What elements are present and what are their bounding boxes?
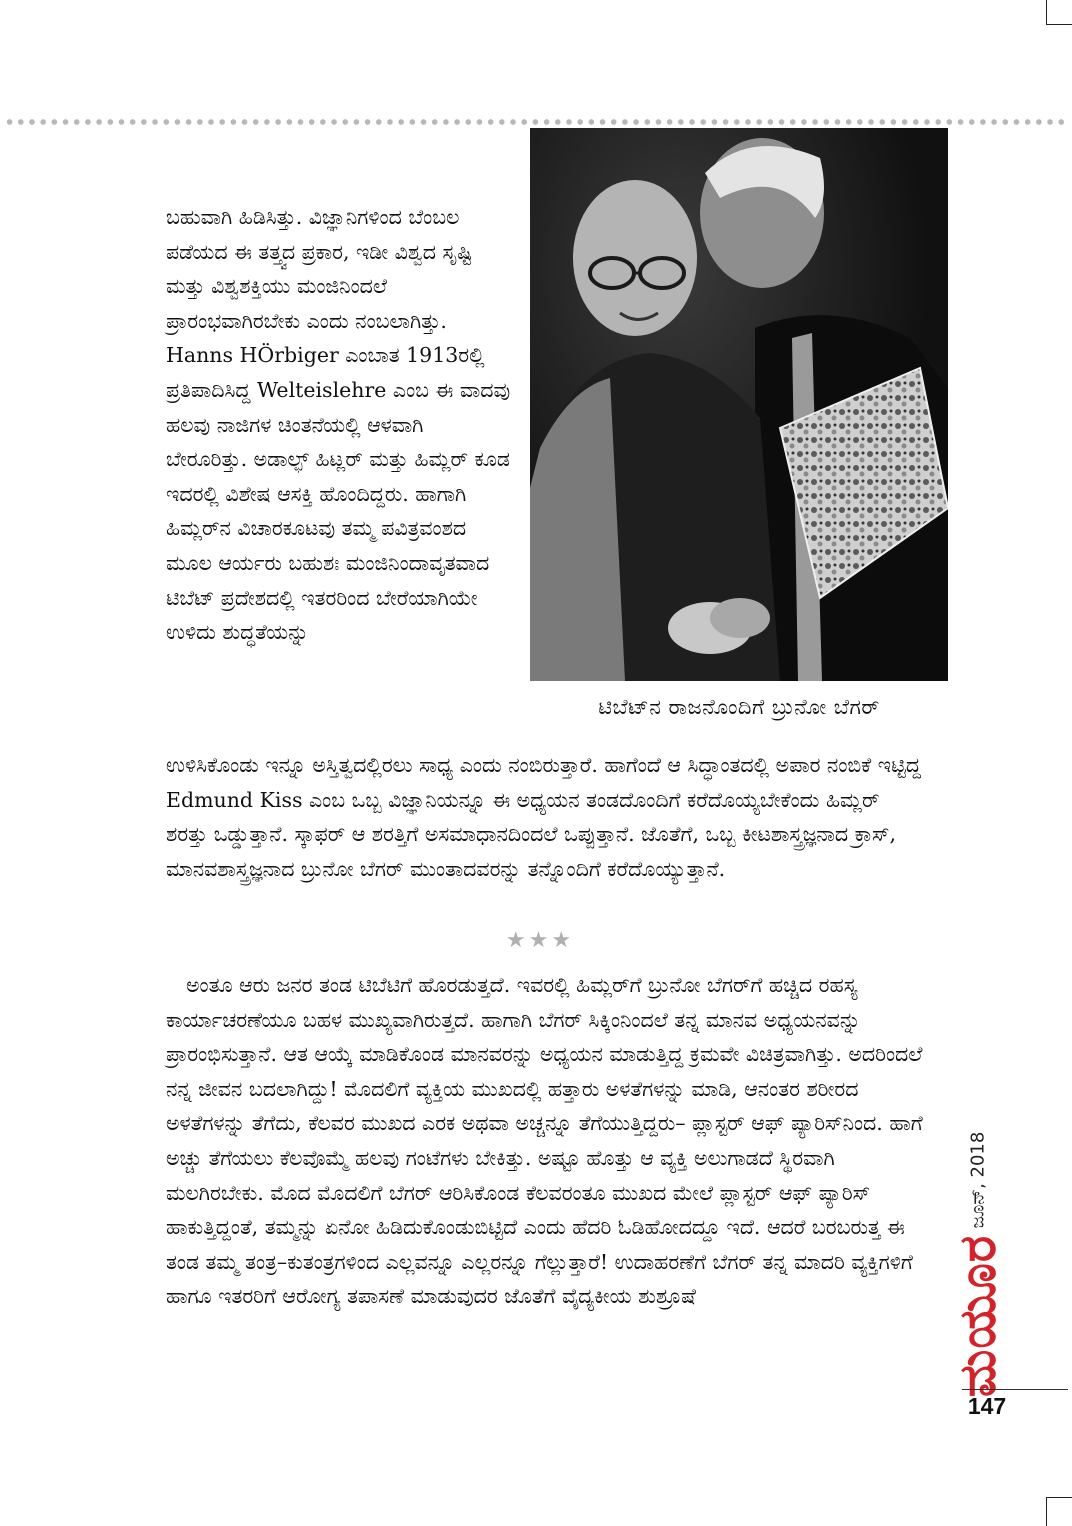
page-number: 147: [967, 1393, 1007, 1419]
article-paragraph: ಅಂತೂ ಆರು ಜನರ ತಂಡ ಟಿಬೆಟಿಗೆ ಹೊರಡುತ್ತದೆ. ಇವರಲ್ಲಿ ಹಿಮ್ಲರ್‌ಗೆ ಬ್ರುನೋ ಬೆಗರ್‌ಗೆ ಹಚ್ಚಿದ ರಹಸ್ಯ ಕಾರ್ಯಾಚರಣೆಯೂ ಬಹಳ ಮುಖ್ಯವಾಗಿರುತ್ತದೆ. ಹಾಗಾಗಿ ಬೆಗರ್ ಸಿಕ್ಕಿಂನಿಂದಲೆ ತನ್ನ ಮಾನವ ಅಧ್ಯಯನವನ್ನು ಪ್ರಾರಂಭಿಸುತ್ತಾನೆ. ಆತ ಆಯ್ಕೆ ಮಾಡಿಕೊಂಡ ಮಾನವರನ್ನು ಅಧ್ಯಯನ ಮಾಡುತ್ತಿದ್ದ ಕ್ರಮವೇ ವಿಚಿತ್ರವಾಗಿತ್ತು. ಅದರಿಂದಲೆ ನನ್ನ ಜೀವನ ಬದಲಾಗಿದ್ದು! ಮೊದಲಿಗೆ ವ್ಯಕ್ತಿಯ ಮುಖದಲ್ಲಿ ಹತ್ತಾರು ಅಳತೆಗಳನ್ನು ಮಾಡಿ, ಆನಂತರ ಶರೀರದ ಅಳತೆಗಳನ್ನು ತೆಗೆದು, ಕೆಲವರ ಮುಖದ ಎರಕ ಅಥವಾ ಅಚ್ಚನ್ನೂ ತೆಗೆಯುತ್ತಿದ್ದರು– ಪ್ಲಾಸ್ಟರ್ ಆಫ್ ಪ್ಯಾರಿಸ್‌ನಿಂದ. ಹಾಗೆ ಅಚ್ಚು ತೆಗೆಯಲು ಕೆಲವೊಮ್ಮೆ ಹಲವು ಗಂಟೆಗಳು ಬೇಕಿತ್ತು. ಅಷ್ಟೂ ಹೊತ್ತು ಆ ವ್ಯಕ್ತಿ ಅಲುಗಾಡದೆ ಸ್ಥಿರವಾಗಿ ಮಲಗಿರಬೇಕು. ಮೊದ ಮೊದಲಿಗೆ ಬೆಗರ್ ಆರಿಸಿಕೊಂಡ ಕೆಲವರಂತೂ ಮುಖದ ಮೇಲೆ ಪ್ಲಾಸ್ಟರ್ ಆಫ್ ಪ್ಯಾರಿಸ್ ಹಾಕುತ್ತಿದ್ದಂತೆ, ತಮ್ಮನ್ನು ಏನೋ ಹಿಡಿದುಕೊಂಡುಬಿಟ್ಟಿದೆ ಎಂದು ಹೆದರಿ ಓಡಿಹೋದದ್ದೂ ಇದೆ. ಆದರೆ ಬರಬರುತ್ತ ಈ ತಂಡ ತಮ್ಮ ತಂತ್ರ–ಕುತಂತ್ರಗಳಿಂದ ಎಲ್ಲವನ್ನೂ ಎಲ್ಲರನ್ನೂ ಗೆಲ್ಲುತ್ತಾರೆ! ಉದಾಹರಣೆಗೆ ಬೆಗರ್ ತನ್ನ ಮಾದರಿ ವ್ಯಕ್ತಿಗಳಿಗೆ ಹಾಗೂ ಇತರರಿಗೆ ಆರೋಗ್ಯ ತಪಾಸಣೆ ಮಾಡುವುದರ ಜೊತೆಗೆ ವೈದ್ಯಕೀಯ ಶುಶ್ರೂಷೆ: [166, 973, 923, 1309]
folio-rule: [962, 1389, 1068, 1390]
crop-mark-top-right: [1046, 0, 1072, 25]
article-text-narrow-column: ಬಹುವಾಗಿ ಹಿಡಿಸಿತ್ತು. ವಿಜ್ಞಾನಿಗಳಿಂದ ಬೆಂಬಲ ಪಡೆಯದ ಈ ತತ್ತ್ವದ ಪ್ರಕಾರ, ಇಡೀ ವಿಶ್ವದ ಸೃಷ್ಟಿ ಮತ್ತು ವಿಶ್ವಶಕ್ತಿಯು ಮಂಜಿನಿಂದಲೆ ಪ್ರಾರಂಭವಾಗಿರಬೇಕು ಎಂದು ನಂಬಲಾಗಿತ್ತು. Hanns HÖrbiger ಎಂಬಾತ 1913ರಲ್ಲಿ ಪ್ರತಿಪಾದಿಸಿದ್ದ Welteislehre ಎಂಬ ಈ ವಾದವು ಹಲವು ನಾಜಿಗಳ ಚಿಂತನೆಯಲ್ಲಿ ಆಳವಾಗಿ ಬೇರೂರಿತ್ತು. ಅಡಾಲ್ಫ್ ಹಿಟ್ಲರ್ ಮತ್ತು ಹಿಮ್ಲರ್ ಕೂಡ ಇದರಲ್ಲಿ ವಿಶೇಷ ಆಸಕ್ತಿ ಹೊಂದಿದ್ದರು. ಹಾಗಾಗಿ ಹಿಮ್ಲರ್‌ನ ವಿಚಾರಕೂಟವು ತಮ್ಮ ಪವಿತ್ರವಂಶದ ಮೂಲ ಆರ್ಯರು ಬಹುಶಃ ಮಂಜಿನಿಂದಾವೃತವಾದ ಟಿಬೆಟ್ ಪ್ರದೇಶದಲ್ಲಿ ಇತರರಿಂದ ಬೇರೆಯಾಗಿಯೇ ಉಳಿದು ಶುದ್ಧತೆಯನ್ನು: [166, 205, 511, 645]
article-text-wide-column: ಉಳಿಸಿಕೊಂಡು ಇನ್ನೂ ಅಸ್ತಿತ್ವದಲ್ಲಿರಲು ಸಾಧ್ಯ ಎಂದು ನಂಬಿರುತ್ತಾರೆ. ಹಾಗೆಂದೆ ಆ ಸಿದ್ಧಾಂತದಲ್ಲಿ ಅಪಾರ ನಂಬಿಕೆ ಇಟ್ಟಿದ್ದ Edmund Kiss ಎಂಬ ಒಬ್ಬ ವಿಜ್ಞಾನಿಯನ್ನೂ ಈ ಅಧ್ಯಯನ ತಂಡದೊಂದಿಗೆ ಕರೆದೊಯ್ಯಬೇಕೆಂದು ಹಿಮ್ಲರ್ ಶರತ್ತು ಒಡ್ಡುತ್ತಾನೆ. ಸ್ಕಾಫರ್ ಆ ಶರತ್ತಿಗೆ ಅಸಮಾಧಾನದಿಂದಲೆ ಒಪ್ಪುತ್ತಾನೆ. ಜೊತೆಗೆ, ಒಬ್ಬ ಕೀಟಶಾಸ್ತ್ರಜ್ಞನಾದ ಕ್ರಾಸ್, ಮಾನವಶಾಸ್ತ್ರಜ್ಞನಾದ ಬ್ರುನೋ ಬೆಗರ್ ಮುಂತಾದವರನ್ನು ತನ್ನೊಂದಿಗೆ ಕರೆದೊಯ್ಯುತ್ತಾನೆ.: [166, 753, 922, 881]
photo-caption: ಟಿಬೆಟ್‌ನ ರಾಜನೊಂದಿಗೆ ಬ್ರುನೋ ಬೆಗರ್: [598, 695, 880, 719]
magazine-logo: ಮಯೂರ: [948, 1234, 1007, 1398]
section-separator-stars: ★★★: [505, 928, 575, 953]
dotted-header-rule: [4, 118, 1068, 126]
crop-mark-bottom-right: [1046, 1497, 1072, 1526]
photo-illustration: [530, 128, 948, 681]
article-photo: [530, 128, 948, 681]
issue-date: ಜೂನ್, 2018: [967, 1131, 989, 1229]
